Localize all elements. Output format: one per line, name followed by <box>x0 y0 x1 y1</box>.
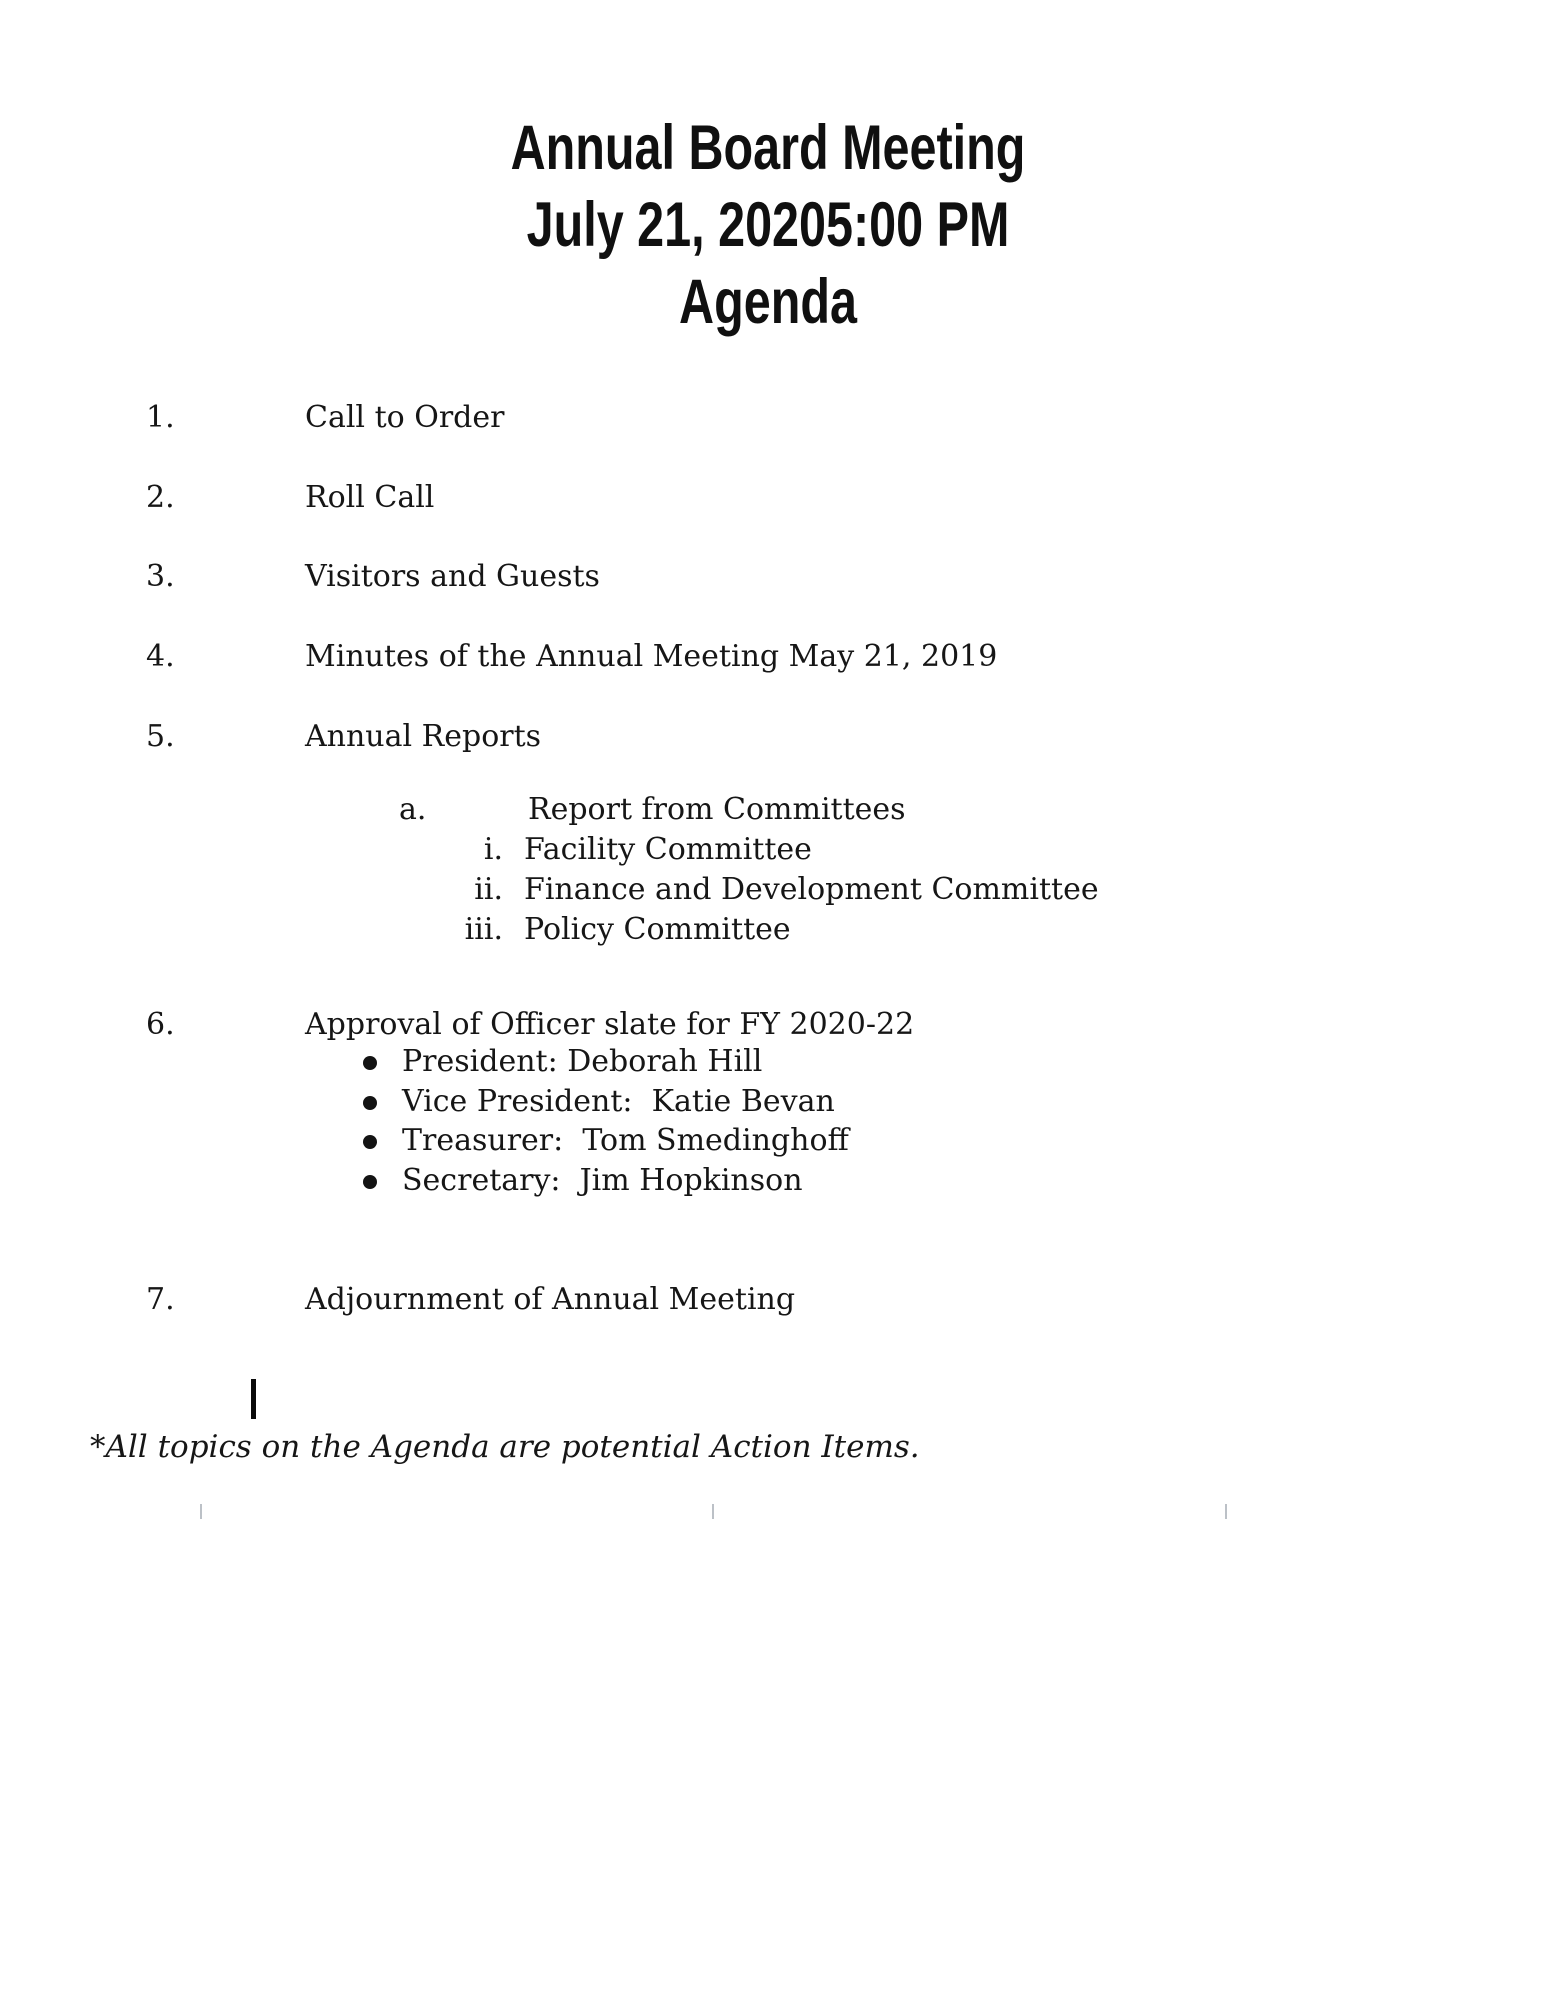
agenda-item-6 <box>0 1008 1545 1048</box>
officer-bullet-secretary <box>0 1164 1545 1204</box>
subitem-label: Finance and Development Committee <box>524 872 1099 907</box>
agenda-item-label: Roll Call <box>305 480 435 515</box>
officer-label: President: Deborah Hill <box>402 1044 763 1079</box>
column-marker-tick <box>1225 1504 1227 1519</box>
agenda-item-4 <box>0 640 1545 680</box>
agenda-item-label: Annual Reports <box>305 719 542 754</box>
title-line-3: Agenda <box>679 267 857 337</box>
agenda-item-label: Visitors and Guests <box>305 559 600 594</box>
text-cursor-icon <box>251 1379 256 1419</box>
agenda-item-label: Adjournment of Annual Meeting <box>305 1282 796 1317</box>
agenda-item-number: 3. <box>146 559 175 594</box>
agenda-item-1 <box>0 401 1545 441</box>
agenda-subitem-i <box>0 833 1545 873</box>
agenda-item-5 <box>0 720 1545 760</box>
subitem-letter: a. <box>399 792 427 827</box>
subitem-label: Policy Committee <box>524 912 791 947</box>
agenda-item-number: 1. <box>146 400 175 435</box>
agenda-subitem-ii <box>0 873 1545 913</box>
agenda-item-number: 7. <box>146 1282 175 1317</box>
subitem-roman-numeral: iii. <box>464 912 503 947</box>
bullet-icon <box>363 1135 377 1149</box>
agenda-subitem-a <box>0 793 1545 833</box>
agenda-item-number: 2. <box>146 480 175 515</box>
agenda-item-number: 5. <box>146 719 175 754</box>
officer-label: Secretary: Jim Hopkinson <box>402 1163 803 1198</box>
agenda-item-7 <box>0 1283 1545 1323</box>
officer-bullet-treasurer <box>0 1124 1545 1164</box>
officer-label: Vice President: Katie Bevan <box>402 1084 835 1119</box>
agenda-item-label: Approval of Officer slate for FY 2020-22 <box>305 1007 915 1042</box>
column-marker-tick <box>712 1504 714 1519</box>
title-line-1: Annual Board Meeting <box>510 113 1026 183</box>
bullet-icon <box>363 1056 377 1070</box>
agenda-item-label: Call to Order <box>305 400 505 435</box>
subitem-label: Report from Committees <box>528 792 906 827</box>
subitem-roman-numeral: i. <box>483 832 503 867</box>
agenda-item-number: 4. <box>146 639 175 674</box>
bullet-icon <box>363 1096 377 1110</box>
document-title-block <box>0 110 1536 341</box>
officer-bullet-vice-president <box>0 1085 1545 1125</box>
agenda-item-number: 6. <box>146 1007 175 1042</box>
officer-bullet-president <box>0 1045 1545 1085</box>
subitem-label: Facility Committee <box>524 832 812 867</box>
subitem-roman-numeral: ii. <box>474 872 503 907</box>
officer-label: Treasurer: Tom Smedinghoff <box>402 1123 849 1158</box>
footnote: *All topics on the Agenda are potential Action Items. <box>90 1429 920 1465</box>
title-line-2: July 21, 20205:00 PM <box>526 190 1010 260</box>
agenda-item-label: Minutes of the Annual Meeting May 21, 2019 <box>305 639 998 674</box>
agenda-item-3 <box>0 560 1545 600</box>
bullet-icon <box>363 1175 377 1189</box>
agenda-subitem-iii <box>0 913 1545 953</box>
agenda-item-2 <box>0 481 1545 521</box>
column-marker-tick <box>200 1504 202 1519</box>
